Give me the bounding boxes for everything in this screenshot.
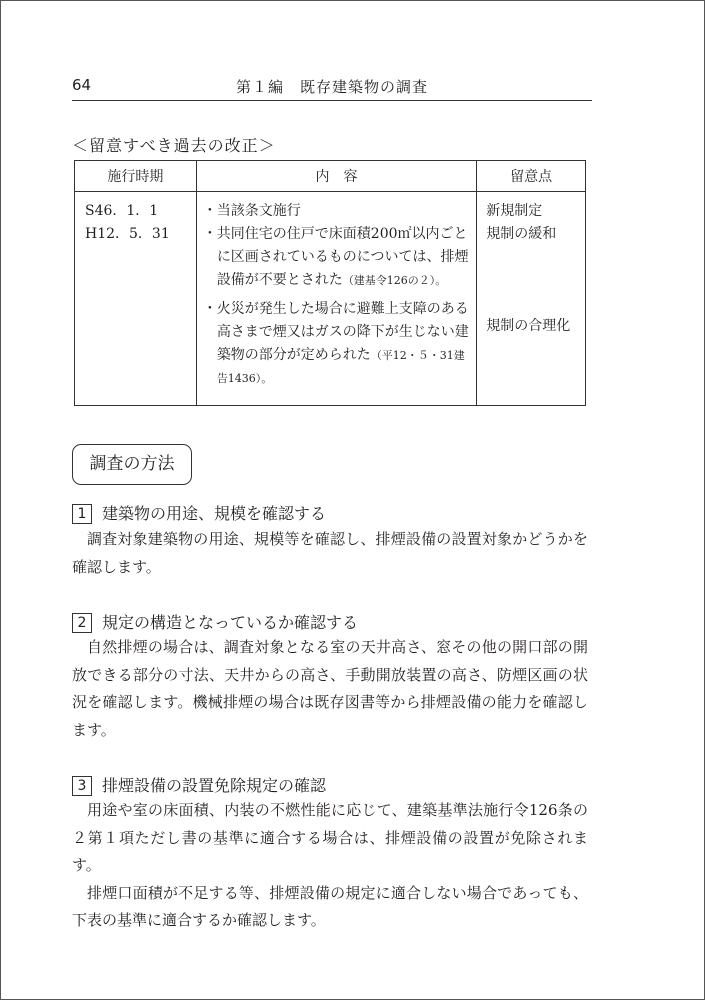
- step-number: 3: [72, 776, 92, 796]
- content-item-text: ・火災が発生した場合に避難上支障のある高さまで煙又はガスの降下が生じない建築物の部分が定められた: [202, 301, 469, 363]
- contents-cell: [196, 192, 476, 406]
- step-heading: [72, 501, 326, 524]
- running-title: 第１編 既存建築物の調査: [235, 78, 428, 96]
- column-header-date: 施行時期: [75, 161, 197, 192]
- point-entry: 規制の緩和: [486, 226, 557, 242]
- table-header-row: [75, 161, 586, 192]
- point-entry: 規制の合理化: [486, 318, 571, 334]
- methods-title: 調査の方法: [72, 444, 192, 485]
- date-entry: S46．1．1: [85, 203, 159, 219]
- step-number: 1: [72, 504, 92, 524]
- step-body: [72, 526, 588, 581]
- step-body: [72, 634, 588, 744]
- page-header: [72, 72, 592, 101]
- column-header-point: 留意点: [477, 161, 586, 192]
- dates-cell: [75, 192, 197, 406]
- content-item-text: ・共同住宅の住戸で床面積200㎡以内ごとに区画されているものについては、排煙設備が不要とされた: [202, 226, 469, 288]
- paragraph: 排煙口面積が不足する等、排煙設備の規定に適合しない場合であっても、下表の基準に適合するか確認します。: [72, 883, 588, 929]
- column-header-content: 内 容: [196, 161, 476, 192]
- content-item-note: （平12・５・31建告1436）。: [216, 349, 465, 385]
- page-number: 64: [72, 76, 92, 94]
- paragraph: 用途や室の床面積、内装の不燃性能に応じて、建築基準法施行令126条の２第１項ただし書の基準に適合する場合は、排煙設備の設置が免除されます。: [72, 801, 588, 874]
- step-title: 建築物の用途、規模を確認する: [102, 504, 327, 523]
- paragraph: 自然排煙の場合は、調査対象となる室の天井高さ、窓その他の開口部の開放できる部分の寸法、天井からの高さ、手動開放装置の高さ、防煙区画の状況を確認します。機械排煙の場合は既存図書等から排煙設備の能力を確認します。: [72, 638, 588, 739]
- content-item: [203, 298, 472, 390]
- point-entry: 新規制定: [486, 203, 543, 219]
- step-title: 排煙設備の設置免除規定の確認: [102, 776, 327, 795]
- revision-heading: ＜留意すべき過去の改正＞: [72, 136, 276, 155]
- content-item: [203, 223, 472, 292]
- points-cell: [477, 192, 586, 406]
- date-entry: H12．5．31: [85, 226, 170, 242]
- step-body: [72, 797, 588, 935]
- table-row: [75, 192, 586, 406]
- content-item: [203, 200, 472, 223]
- paragraph: 調査対象建築物の用途、規模等を確認し、排煙設備の設置対象かどうかを確認します。: [72, 530, 588, 576]
- step-number: 2: [72, 613, 92, 633]
- step-heading: [72, 610, 358, 633]
- content-item-note: （建基令126の２）。: [342, 274, 447, 287]
- step-heading: [72, 773, 326, 796]
- revision-table: [74, 160, 586, 406]
- content-item-text: ・当該条文施行: [202, 203, 301, 219]
- step-title: 規定の構造となっているか確認する: [102, 613, 359, 632]
